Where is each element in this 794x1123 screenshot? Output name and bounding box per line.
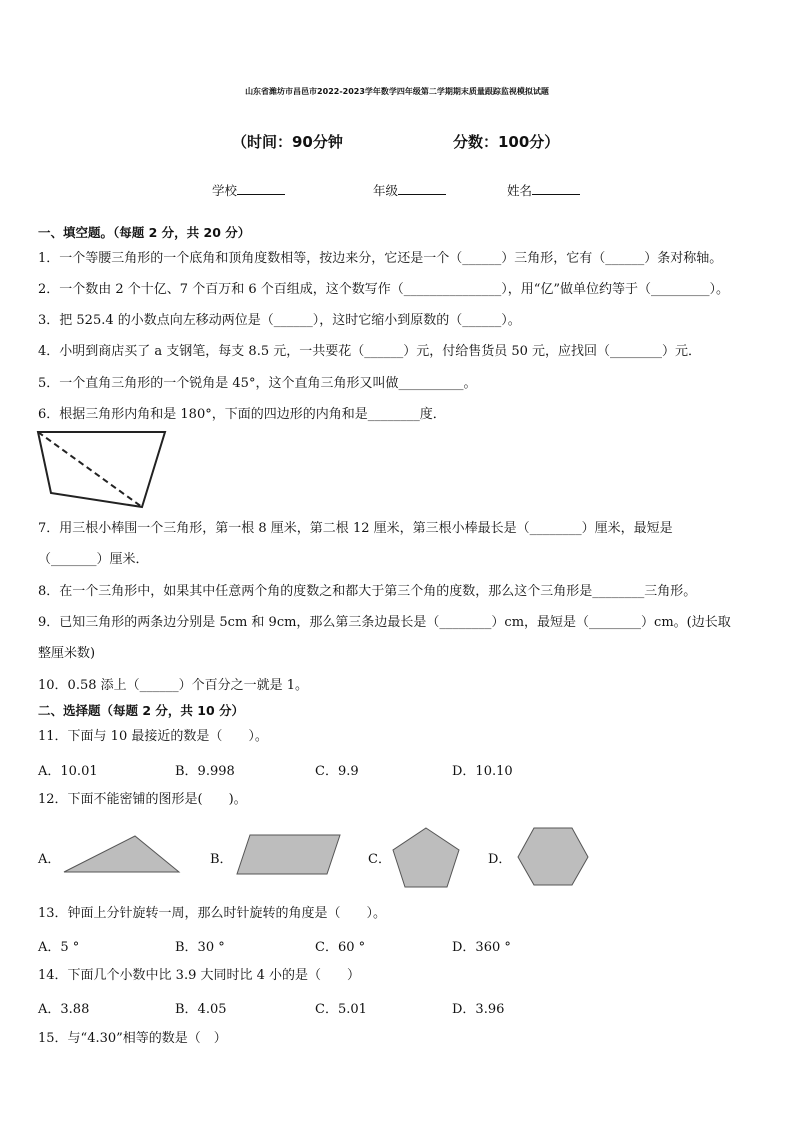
question-9-line-2: 整厘米数) (38, 646, 96, 661)
q14-option-b[interactable]: B．4.05 (175, 1002, 227, 1017)
q13-option-b[interactable]: B．30 ° (175, 940, 225, 955)
question-10: 10．0.58 添上（______）个百分之一就是 1。 (38, 678, 309, 693)
q11-option-b[interactable]: B．9.998 (175, 764, 235, 779)
q14-option-d[interactable]: D．3.96 (452, 1002, 505, 1017)
pentagon-shape (393, 828, 459, 887)
exam-score: 分数：100分） (453, 133, 560, 151)
q13-option-a[interactable]: A．5 ° (38, 940, 80, 955)
name-field (507, 181, 580, 199)
q12-option-c[interactable]: C． (368, 852, 391, 867)
q12-option-d[interactable]: D． (488, 852, 512, 867)
triangle-shape (64, 836, 179, 872)
q12-option-a[interactable]: A． (38, 852, 61, 867)
question-7-line-2: （_______）厘米． (38, 552, 149, 567)
quadrilateral-shape (38, 432, 165, 507)
parallelogram-shape-figure (236, 834, 342, 876)
question-9-line-1: 9．已知三角形的两条边分别是 5cm 和 9cm，那么第三条边最长是（________）cm，最短是（________）cm。(边长取 (38, 615, 731, 630)
school-field (212, 181, 285, 199)
question-4: 4．小明到商店买了 a 支钢笔，每支 8.5 元，一共要花（______）元，付给售货员 50 元，应找回（________）元． (38, 344, 702, 359)
grade-label: 年级 (373, 183, 399, 198)
hexagon-shape (518, 828, 588, 885)
question-1: 1．一个等腰三角形的一个底角和顶角度数相等，按边来分，它还是一个（______）三角形，它有（______）条对称轴。 (38, 251, 723, 266)
q14-option-a[interactable]: A．3.88 (38, 1002, 90, 1017)
exam-time: （时间：90分钟 (232, 133, 343, 151)
grade-field (373, 181, 446, 199)
question-11: 11．下面与 10 最接近的数是（ ）。 (38, 729, 268, 744)
q13-option-c[interactable]: C．60 ° (315, 940, 366, 955)
school-label: 学校 (212, 183, 238, 198)
triangle-shape-figure (63, 834, 181, 874)
q12-option-b[interactable]: B． (210, 852, 233, 867)
section2-heading: 二、选择题（每题 2 分，共 10 分） (38, 703, 245, 718)
pentagon-shape-figure (391, 827, 461, 889)
question-6: 6．根据三角形内角和是 180°，下面的四边形的内角和是________度． (38, 407, 446, 422)
q11-option-d[interactable]: D．10.10 (452, 764, 513, 779)
diagonal-dashed-line (38, 432, 142, 507)
school-blank[interactable] (237, 182, 285, 195)
question-2: 2．一个数由 2 个十亿、7 个百万和 6 个百组成，这个数写作（_______________），用“亿”做单位约等于（_________）。 (38, 282, 730, 297)
quadrilateral-figure (36, 429, 168, 511)
q11-option-c[interactable]: C．9.9 (315, 764, 359, 779)
question-5: 5．一个直角三角形的一个锐角是 45°，这个直角三角形又叫做__________。 (38, 376, 477, 391)
question-3: 3．把 525.4 的小数点向左移动两位是（______），这时它缩小到原数的（______）。 (38, 313, 521, 328)
hexagon-shape-figure (516, 827, 590, 887)
grade-blank[interactable] (398, 182, 446, 195)
question-14: 14．下面几个小数中比 3.9 大同时比 4 小的是（ ） (38, 968, 361, 983)
q11-option-a[interactable]: A．10.01 (38, 764, 98, 779)
q13-option-d[interactable]: D．360 ° (452, 940, 511, 955)
name-label: 姓名 (507, 183, 533, 198)
question-15: 15．与“4.30”相等的数是（ ） (38, 1031, 227, 1046)
section1-heading: 一、填空题。（每题 2 分，共 20 分） (38, 225, 251, 240)
exam-title: 山东省潍坊市昌邑市2022-2023学年数学四年级第二学期期末质量跟踪监视模拟试题 (245, 87, 549, 96)
question-7-line-1: 7．用三根小棒围一个三角形，第一根 8 厘米，第二根 12 厘米，第三根小棒最长是（________）厘米，最短是 (38, 521, 673, 536)
question-13: 13．钟面上分针旋转一周，那么时针旋转的角度是（ ）。 (38, 906, 387, 921)
question-12: 12．下面不能密铺的图形是( )。 (38, 792, 247, 807)
parallelogram-shape (237, 835, 340, 874)
name-blank[interactable] (532, 182, 580, 195)
question-8: 8．在一个三角形中，如果其中任意两个角的度数之和都大于第三个角的度数，那么这个三角形是________三角形。 (38, 584, 697, 599)
q14-option-c[interactable]: C．5.01 (315, 1002, 367, 1017)
